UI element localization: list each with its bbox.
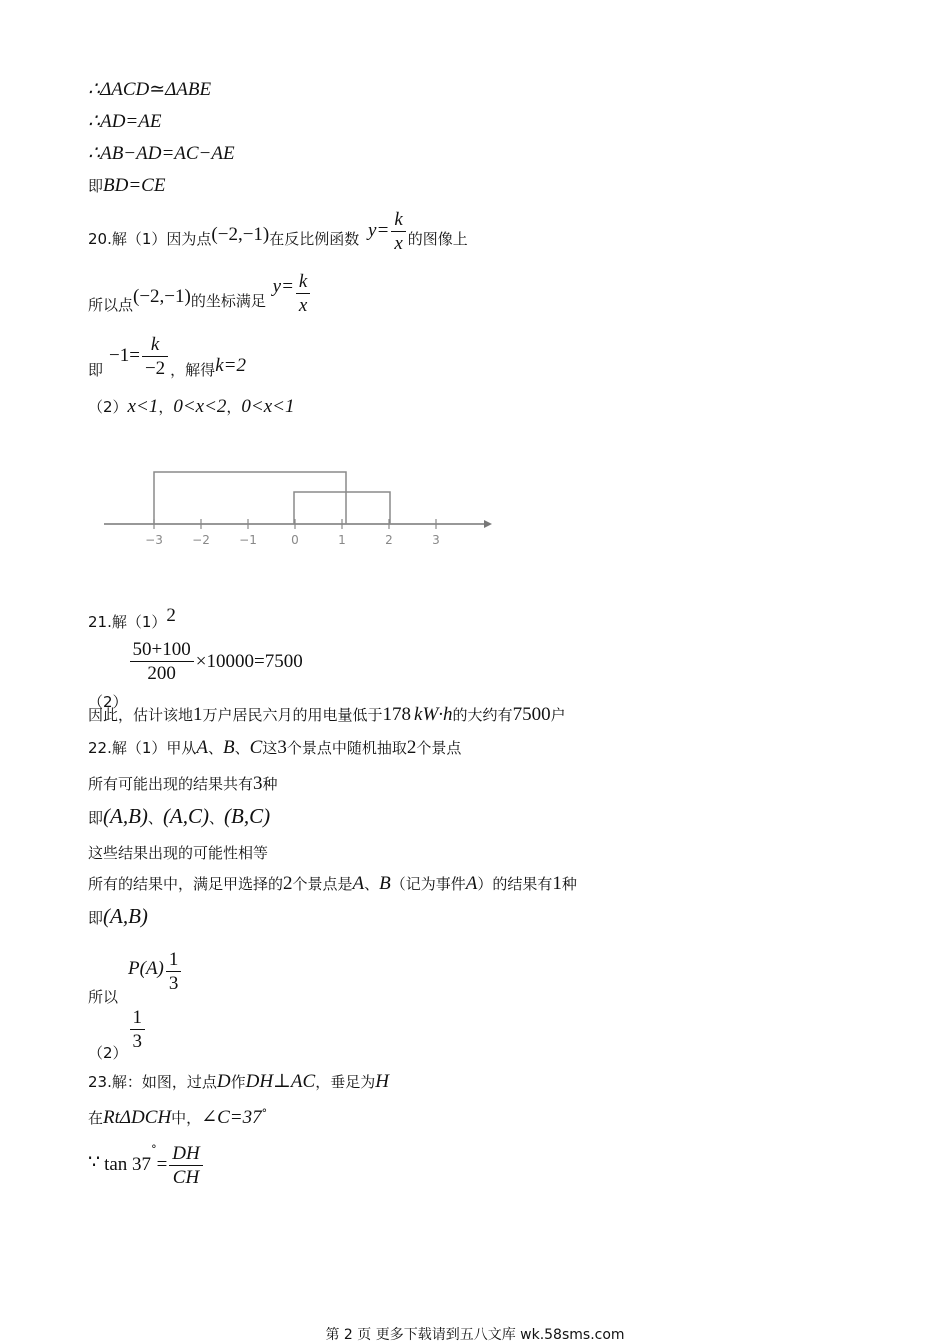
line-ab-ad: ∴AB−AD=AC−AE	[88, 143, 235, 164]
number-line-figure	[88, 430, 508, 570]
q20-line1: 20.解（1）因为点(−2,−1)在反比例函数 y= $\frac{k}{x}$ 的图像上	[88, 209, 468, 254]
q23-line2: 在RtΔDCH中，∠C=37°	[88, 1107, 268, 1128]
range-x-lt-1	[154, 472, 346, 524]
q20-part2: （2）x<1，0<x<2，0<x<1	[88, 396, 295, 417]
tick-label: −2	[192, 533, 210, 547]
page-footer: 第 2 页 更多下载请到五八文库 wk.58sms.com	[325, 1327, 625, 1343]
tick-label: 2	[385, 533, 393, 547]
q22-line1: 22.解（1）甲从A、B、C这3个景点中随机抽取2个景点	[88, 737, 462, 758]
q20-line3: 即−1= $\frac{k}{-2}$ ，解得k=2	[88, 334, 246, 379]
tick-label: 1	[338, 533, 346, 547]
line-ad-ae: ∴AD=AE	[88, 111, 162, 132]
q22-line3: 即(A,B)、(A,C)、(B,C)	[88, 804, 271, 828]
q21-part1: 21.解（1）2	[88, 605, 176, 631]
q20-line2: 所以点(−2,−1)的坐标满足 y= $\frac{k}{x}$	[88, 272, 312, 316]
tick-group	[145, 519, 440, 547]
line-congruent: ∴ΔACD≃ΔABE	[88, 79, 212, 100]
tick-label: −3	[145, 533, 163, 547]
tick-label: −1	[239, 533, 257, 547]
tick-label: 3	[432, 533, 440, 547]
number-line-arrow	[484, 520, 492, 528]
q22-line4: 这些结果出现的可能性相等	[88, 844, 269, 862]
q22-line7: 所以P(A) $\frac{1}{3}$	[88, 950, 183, 1005]
q22-line6: 即(A,B)	[88, 904, 148, 928]
tick-label: 0	[291, 533, 299, 547]
q22-part2: （2） $\frac{1}{3}$	[88, 1008, 147, 1061]
q22-line2: 所有可能出现的结果共有3种	[88, 773, 278, 794]
q23-line3: ∵ tan 37°= $\frac{DH}{CH}$	[88, 1144, 205, 1188]
q21-conclusion: 因此，估计该地1万户居民六月的用电量低于178 kW·h的大约有7500户	[88, 704, 566, 725]
q21-part2: （2） $\frac{50+100}{200}$ ×10000=7500	[88, 639, 303, 711]
line-bd-ce: 即BD=CE	[88, 175, 166, 196]
q23-line1: 23.解：如图，过点D作DH⊥AC，垂足为H	[88, 1071, 389, 1092]
q22-line5: 所有的结果中，满足甲选择的2个景点是A、B（记为事件A）的结果有1种	[88, 873, 577, 894]
